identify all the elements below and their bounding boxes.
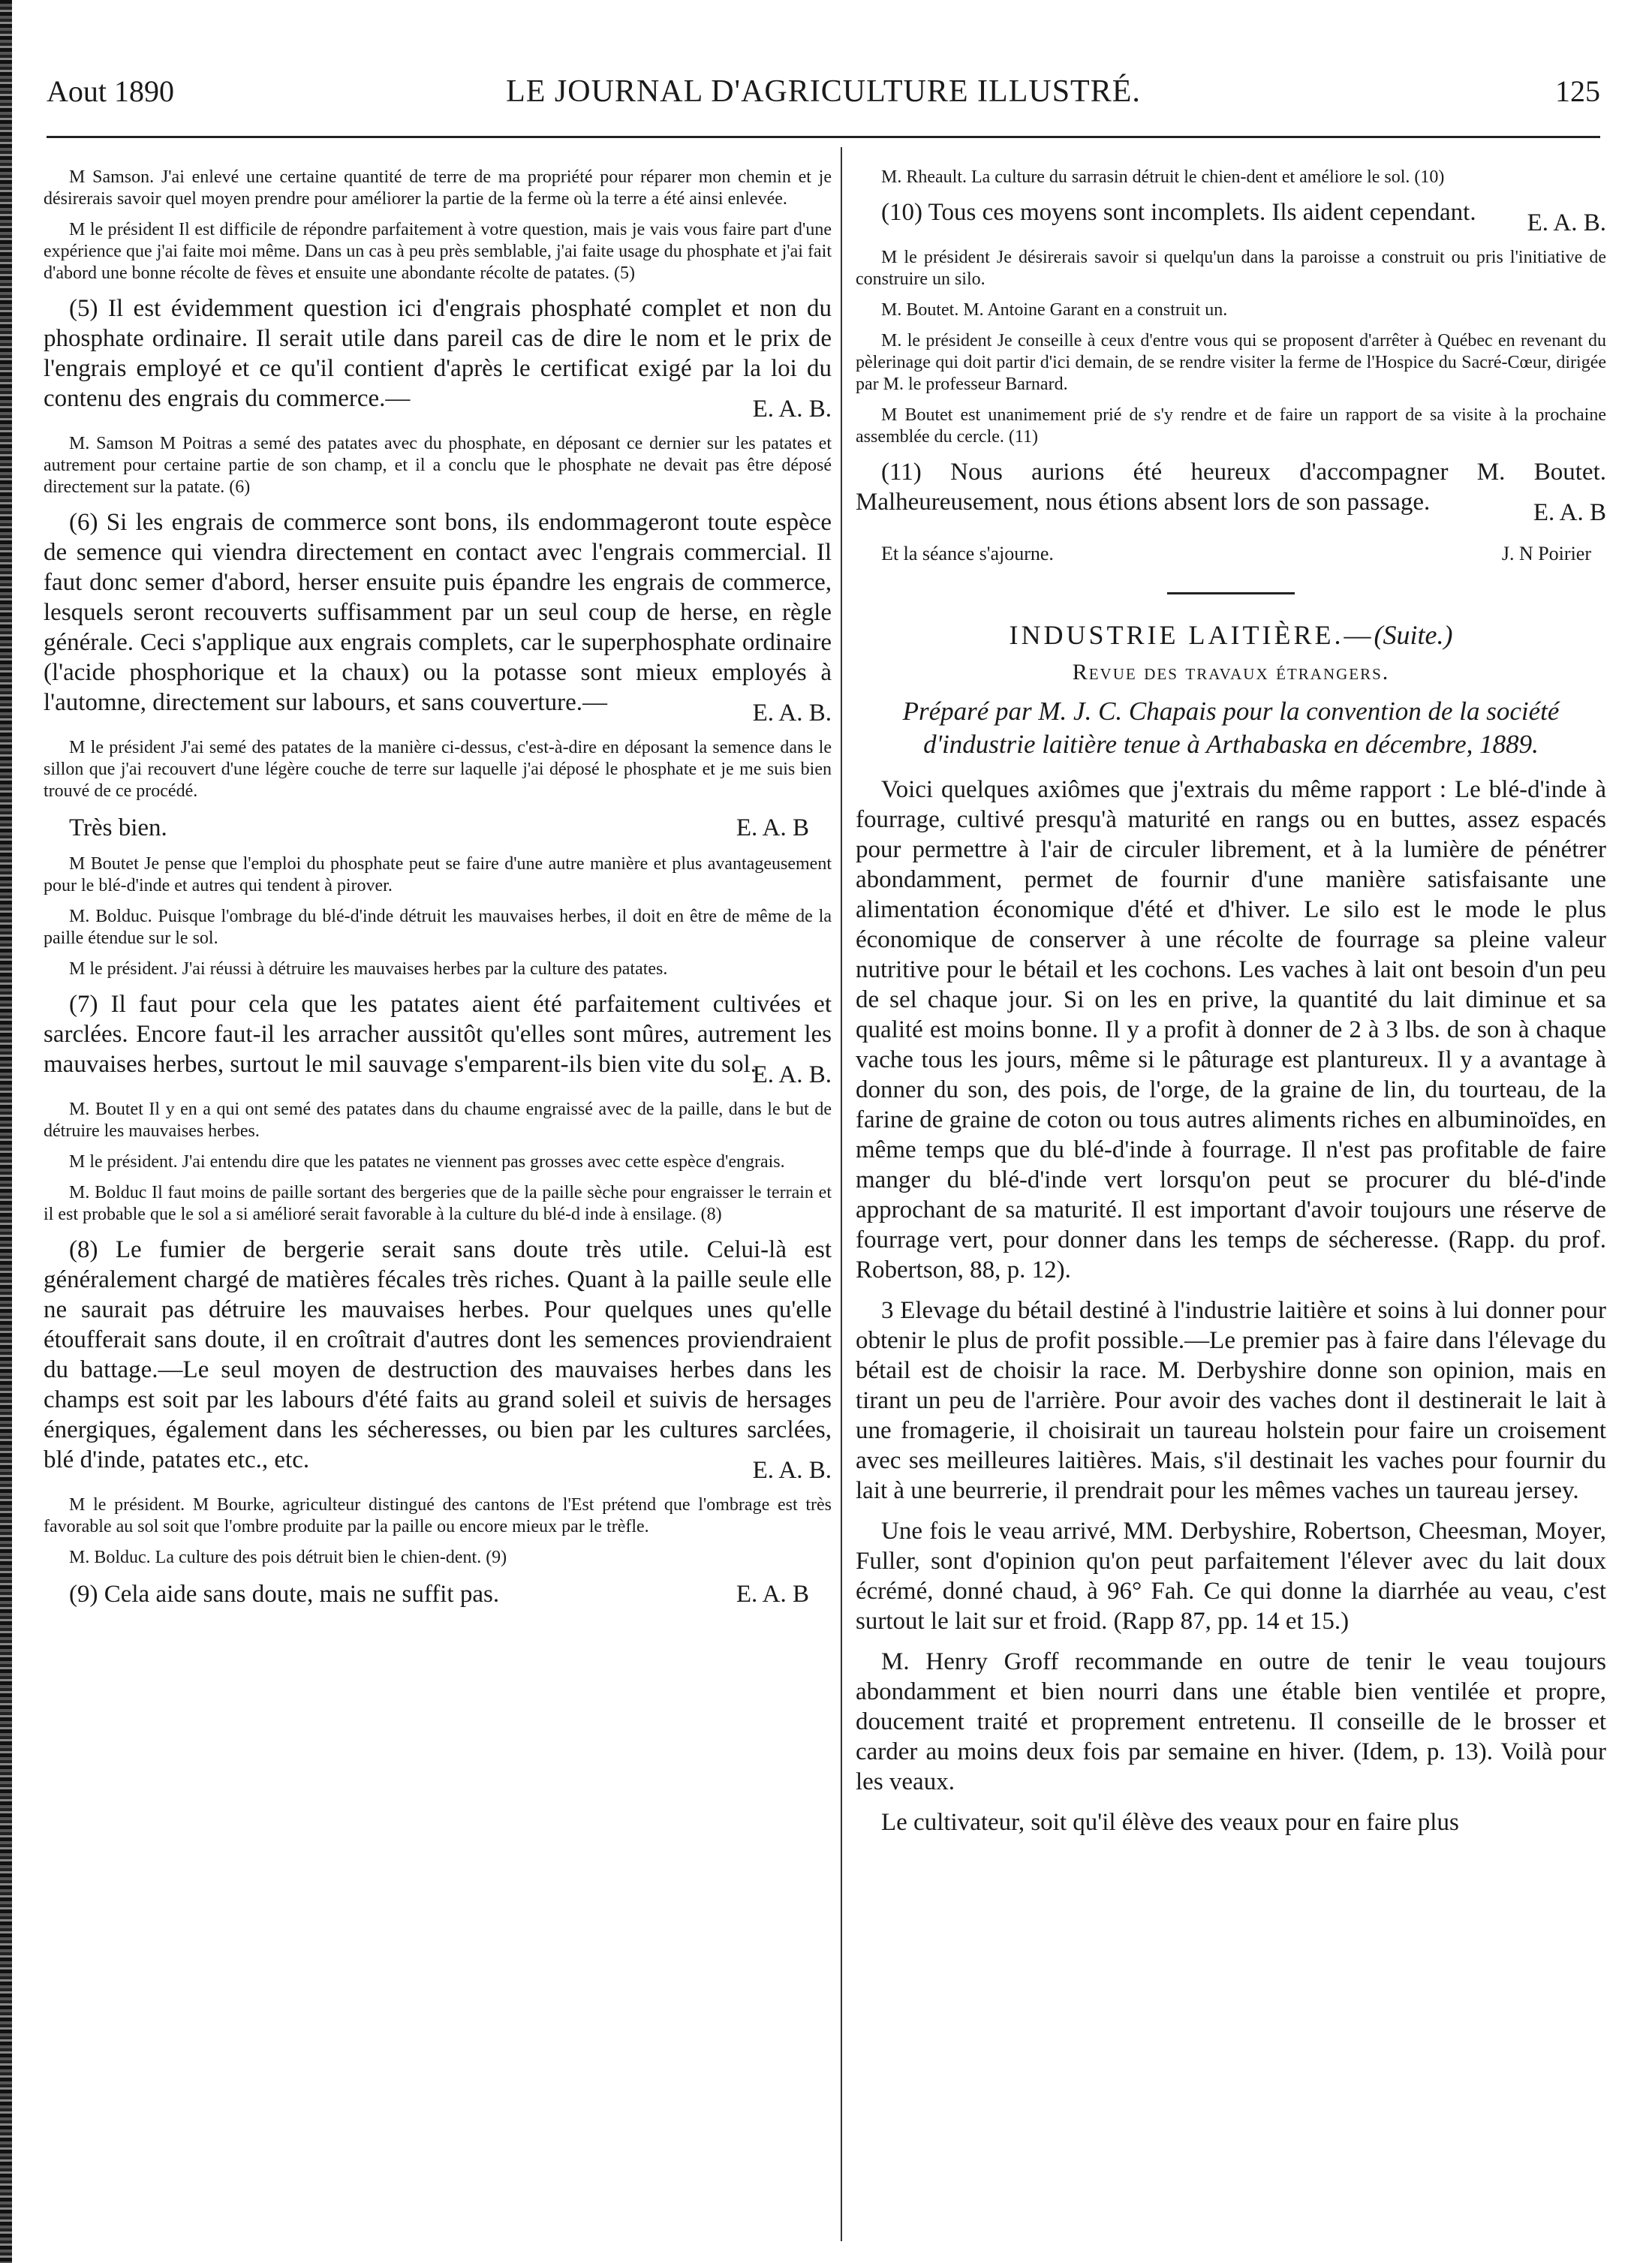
- minutes-bolduc-2: M. Bolduc Il faut moins de paille sortant des bergeries que de la paille sèche pour engraisser le terrain et il est probable que le sol a si amélioré serait favorable à la culture du blé-d inde à ensilage. (8): [44, 1183, 832, 1224]
- note-11: (11) Nous aurions été heureux d'accompagner M. Boutet. Malheureusement, nous étions absent lors de son passage.: [856, 459, 1606, 516]
- comment-tres-bien-text: Très bien.: [69, 814, 167, 841]
- note-9: [44, 1579, 832, 1609]
- minutes-samson-1: M Samson. J'ai enlevé une certaine quantité de terre de ma propriété pour réparer mon chemin et je désirerais savoir quel moyen prendre pour améliorer la partie de la ferme où la terre a été ainsi enlevée.: [44, 167, 832, 209]
- right-column: [856, 158, 1606, 2252]
- note-7-signature: E. A. B.: [752, 1061, 832, 1088]
- section-byline: Préparé par M. J. C. Chapais pour la convention de la société d'industrie laitière tenue à Arthabaska en décembre, 1889.: [902, 697, 1560, 759]
- minutes-boutet-3: M. Boutet. M. Antoine Garant en a construit un.: [881, 300, 1228, 320]
- closing-text: Et la séance s'ajourne.: [881, 543, 1054, 564]
- note-10: (10) Tous ces moyens sont incomplets. Ils aident cependant.: [881, 199, 1476, 226]
- dairy-paragraph-5: Le cultivateur, soit qu'il élève des veaux pour en faire plus: [881, 1809, 1459, 1836]
- dairy-paragraph-4: M. Henry Groff recommande en outre de tenir le veau toujours abondamment et bien nourri dans une étable bien ventilée et propre, doucement traité et proprement entretenu. Il conseille de le brosser et carder au moins deux fois par semaine en hiver. (Idem, p. 13). Voilà pour les veaux.: [856, 1648, 1606, 1795]
- closing-line: [856, 541, 1606, 567]
- minutes-president-4: M le président. J'ai entendu dire que les patates ne viennent pas grosses avec cette espèce d'engrais.: [69, 1152, 785, 1172]
- note-10-signature: E. A. B.: [1527, 209, 1606, 236]
- comment-tres-bien-signature: E. A. B: [736, 814, 809, 841]
- header-title: LE JOURNAL D'AGRICULTURE ILLUSTRÉ.: [506, 74, 1141, 109]
- note-11-signature: E. A. B: [1533, 499, 1606, 526]
- minutes-president-2: M le président J'ai semé des patates de la manière ci-dessus, c'est-à-dire en déposant la semence dans le sillon que j'ai recouvert d'une légère couche de terre sur laquelle j'ai déposé le phosphate et je me suis bien trouvé de ce procédé.: [44, 738, 832, 801]
- note-6-signature: E. A. B.: [752, 700, 832, 727]
- minutes-rheault: M. Rheault. La culture du sarrasin détruit le chien-dent et améliore le sol. (10): [881, 167, 1445, 187]
- note-8-signature: E. A. B.: [752, 1457, 832, 1484]
- minutes-bolduc-1: M. Bolduc. Puisque l'ombrage du blé-d'inde détruit les mauvaises herbes, il doit en être de même de la paille étendue sur le sol.: [44, 907, 832, 948]
- left-column: [44, 158, 832, 2252]
- section-rule: [1167, 592, 1295, 594]
- dairy-paragraph-2: 3 Elevage du bétail destiné à l'industrie laitière et soins à lui donner pour obtenir le plus de profit possible.—Le premier pas à faire dans l'élevage du bétail est de choisir la race. M. Derbyshire donne son opinion, mais en tirant un peu de l'arrière. Pour avoir des vaches dont il destinerait le lait à une fromagerie, il choisirait un taureau holstein pour faire un croisement avec ses meilleures laitières. Mais, s'il destinait les vaches pour fournir du lait à une beurrerie, il prendrait pour les mêmes vaches un taureau jersey.: [856, 1297, 1606, 1504]
- note-6: (6) Si les engrais de commerce sont bons, ils endommageront toute espèce de semence qui viendra directement en contact avec l'engrais commercial. Il faut donc semer d'abord, herser ensuite puis épandre les engrais de commerce, lesquels seront recouverts suffisamment par un seul coup de herse, en règle générale. Ceci s'applique aux engrais complets, car le superphosphate ordinaire (l'acide phosphorique et la chaux) ou la potasse sont mieux employés à l'automne, directement sur labours, et sans couverture.—: [44, 509, 832, 716]
- closing-signature: J. N Poirier: [1501, 543, 1591, 564]
- section-subtitle: Revue des travaux étrangers.: [1072, 660, 1390, 685]
- section-title-text: INDUSTRIE LAITIÈRE.—: [1009, 620, 1374, 650]
- minutes-president-3: M le président. J'ai réussi à détruire les mauvaises herbes par la culture des patates.: [69, 959, 668, 979]
- comment-tres-bien: [44, 813, 832, 843]
- section-title-suite: (Suite.): [1374, 620, 1453, 650]
- note-5-signature: E. A. B.: [752, 396, 832, 423]
- minutes-boutet-2: M. Boutet Il y en a qui ont semé des patates dans du chaume engraissé avec de la paille, dans le but de détruire les mauvaises herbes.: [44, 1100, 832, 1141]
- minutes-boutet-1: M Boutet Je pense que l'emploi du phosphate peut se faire d'une autre manière et plus avantageusement pour le blé-d'inde et autres qui tendent à pirover.: [44, 854, 832, 895]
- minutes-boutet-4: M Boutet est unanimement prié de s'y rendre et de faire un rapport de sa visite à la prochaine assemblée du cercle. (11): [856, 405, 1606, 447]
- page-number: 125: [1555, 74, 1600, 108]
- dairy-paragraph-3: Une fois le veau arrivé, MM. Derbyshire, Robertson, Cheesman, Moyer, Fuller, sont d'opinion qu'on peut parfaitement l'élever avec du lait doux écrémé, donné chaud, à 96° Fah. Ce qui donne la diarrhée au veau, c'est surtout le lait sur et froid. (Rapp 87, pp. 14 et 15.): [856, 1518, 1606, 1635]
- note-9-text: (9) Cela aide sans doute, mais ne suffit pas.: [69, 1581, 500, 1608]
- minutes-bolduc-3: M. Bolduc. La culture des pois détruit bien le chien-dent. (9): [69, 1548, 507, 1567]
- header-rule: [47, 136, 1600, 138]
- minutes-president-5: M le président. M Bourke, agriculteur distingué des cantons de l'Est prétend que l'ombrage est très favorable au sol soit que l'ombre produite par la paille ou encore mieux par le trèfle.: [44, 1495, 832, 1536]
- scan-binding-edge: [0, 0, 12, 2263]
- minutes-president-1: M le président Il est difficile de répondre parfaitement à votre question, mais je vais vous faire part d'une expérience que j'ai faite moi même. Dans un cas à peu près semblable, j'ai faite usage du phosphate et j'ai fait d'abord une bonne récolte de fèves et ensuite une abondante récolte de patates. (5): [44, 220, 832, 283]
- minutes-president-6: M le président Je désirerais savoir si quelqu'un dans la paroisse a construit ou pris l'initiative de construire un silo.: [856, 248, 1606, 289]
- dairy-paragraph-1: Voici quelques axiômes que j'extrais du même rapport : Le blé-d'inde à fourrage, cultivé presqu'à maturité en rangs ou en buttes, assez espacés pour permettre à l'air de circuler librement, et à la lumière de pénétrer abondamment, permet de fournir d'une manière satisfaisante une alimentation économique d'été et d'hiver. Le silo est le mode le plus économique de conserver à une récolte de fourrage sa pleine valeur nutritive pour le bétail et les cochons. Les vaches à lait ont besoin d'un peu de sel chaque jour. Si on les en prive, la quantité du lait diminue et sa qualité est moins bonne. Il y a profit à donner de 2 à 3 lbs. de son à chaque vache tous les jours, même si le pâturage est plantureux. Il y a avantage à donner du son, des pois, de l'orge, de la graine de lin, du tourteau, de la farine de graine de coton ou tous autres aliments riches en albuminoïdes, en même temps que du blé-d'inde à fourrage. Il n'est pas profitable de faire manger du blé-d'inde vert lorsqu'on peut se procurer du blé-d'inde approchant de sa maturité. Il est important d'avoir toujours une réserve de fourrage vert, pour donner dans les temps de sécheresse. (Rapp. du prof. Robertson, 88, p. 12).: [856, 776, 1606, 1283]
- page-header: [47, 69, 1600, 114]
- header-date: Aout 1890: [47, 74, 174, 108]
- note-8: (8) Le fumier de bergerie serait sans doute très utile. Celui-là est généralement chargé de matières fécales très riches. Quant à la paille seule elle ne saurait pas détruire les mauvaises herbes. Pour quelques unes qu'elle étoufferait sans doute, il en croîtrait d'autres dont les semences proviendraient du battage.—Le seul moyen de destruction des mauvaises herbes dans les champs est soit par les labours d'été faits au grand soleil et suivis de hersages énergiques, également dans les sécheresses, ou bien par les cultures sarclées, blé d'inde, patates etc., etc.: [44, 1236, 832, 1473]
- minutes-samson-2: M. Samson M Poitras a semé des patates avec du phosphate, en déposant ce dernier sur les patates et autrement pour certaine partie de son champ, et il a conclu que le phosphate ne devait pas être déposé directement sur la patate. (6): [44, 434, 832, 497]
- note-9-signature: E. A. B: [736, 1581, 809, 1608]
- minutes-president-7: M. le président Je conseille à ceux d'entre vous qui se proposent d'arrêter à Québec en revenant du pèlerinage qui doit partir d'ici demain, de se rendre visiter la ferme de l'Hospice du Sacré-Cœur, dirigée par M. le professeur Barnard.: [856, 331, 1606, 394]
- section-title: [856, 617, 1606, 653]
- note-7: (7) Il faut pour cela que les patates aient été parfaitement cultivées et sarclées. Encore faut-il les arracher aussitôt qu'elles sont mûres, autrement les mauvaises herbes, surtout le mil sauvage s'emparent-ils bien vite du sol.: [44, 991, 832, 1078]
- note-5: (5) Il est évidemment question ici d'engrais phosphaté complet et non du phosphate ordinaire. Il serait utile dans pareil cas de dire le nom et le prix de l'engrais employé et ce qu'il contient d'après le certificat exigé par la loi du contenu des engrais du commerce.—: [44, 295, 832, 412]
- column-divider: [841, 147, 842, 2241]
